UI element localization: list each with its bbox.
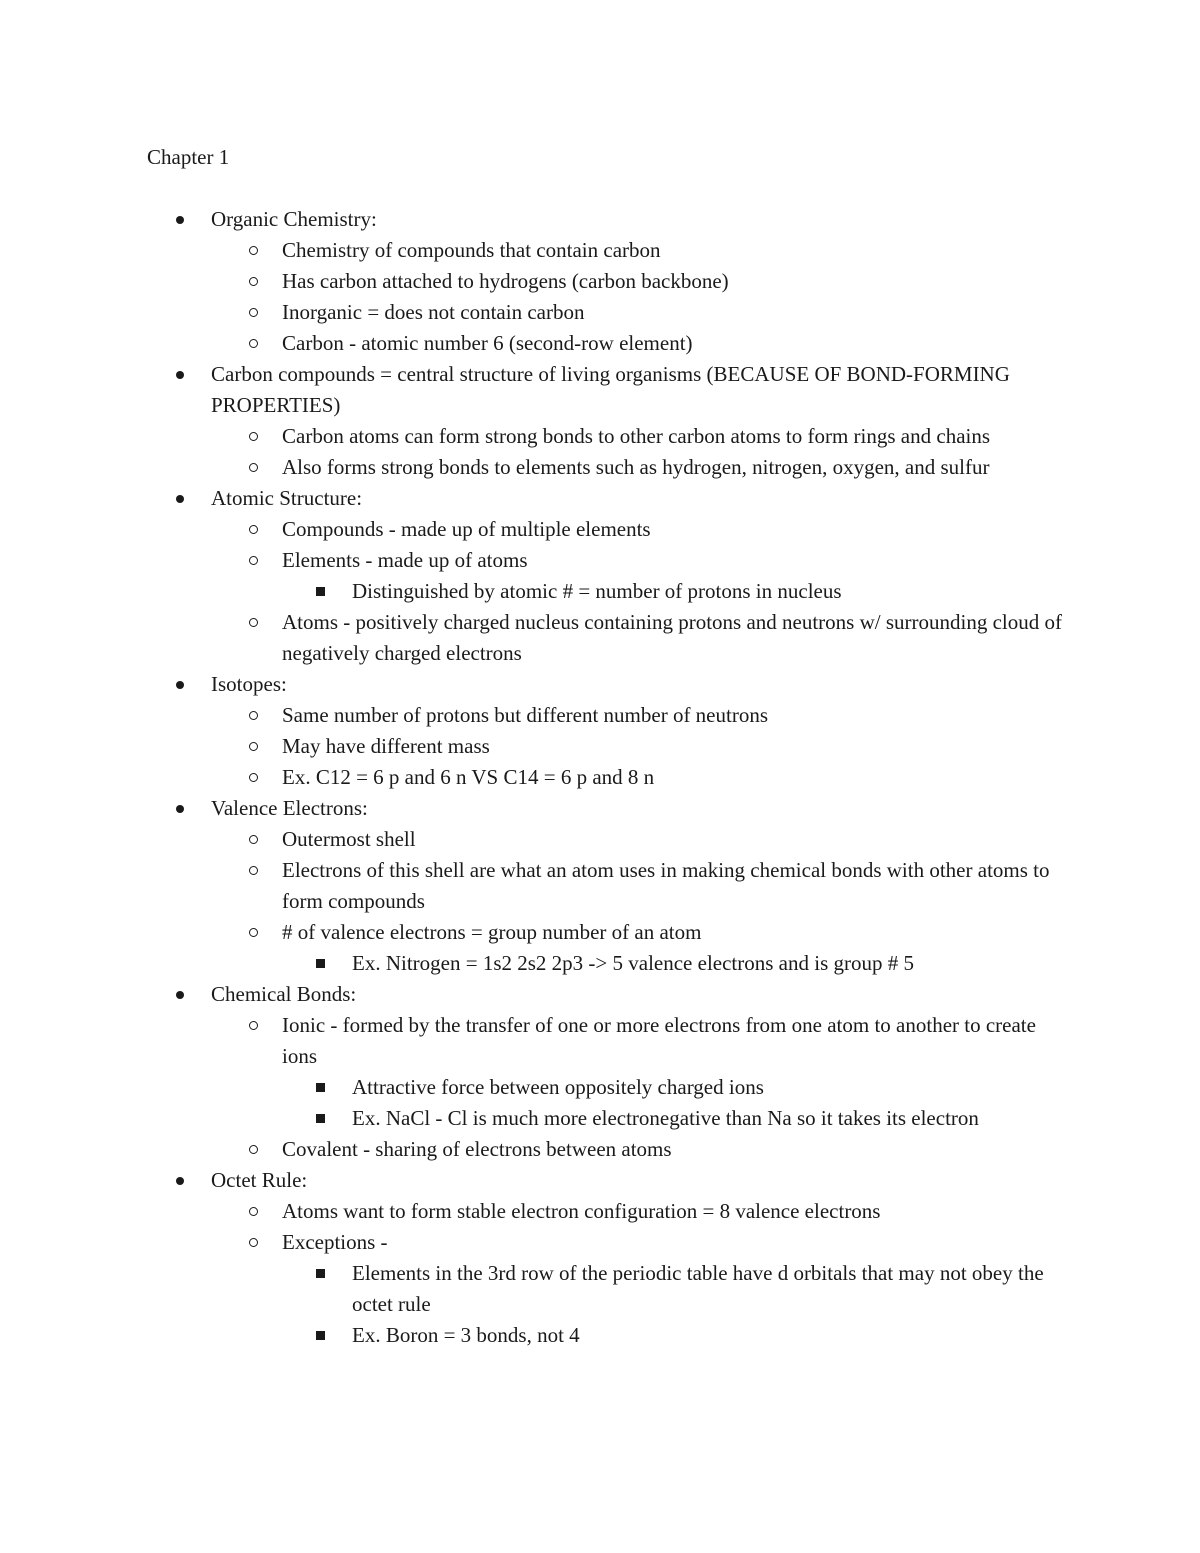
sub-sub-list-item [0,1072,1062,1103]
square-bullet-icon [316,1103,325,1134]
sub-list-item [0,421,1062,452]
sub-list-item [0,762,1062,793]
sub-list-item [0,1196,1062,1227]
list-item-text: Attractive force between oppositely charged ions [352,1075,764,1099]
sub-list-item [0,328,1062,359]
sub-sub-list-item [0,1103,1062,1134]
filled-bullet-icon [176,793,184,824]
list-item-text: Elements in the 3rd row of the periodic table have d orbitals that may not obey the octet rule [352,1261,1044,1316]
page-title: Chapter 1 [147,145,230,169]
list-item-text: Valence Electrons: [211,796,368,820]
hollow-bullet-icon [249,855,258,886]
sub-sub-list-item [0,948,1062,979]
list-item-text: Isotopes: [211,672,287,696]
sub-list-item [0,1134,1062,1165]
list-item-text: Has carbon attached to hydrogens (carbon backbone) [282,269,729,293]
sub-list-item [0,700,1062,731]
hollow-bullet-icon [249,452,258,483]
list-item-text: Also forms strong bonds to elements such as hydrogen, nitrogen, oxygen, and sulfur [282,455,990,479]
sub-list-item [0,545,1062,576]
list-item-text: Ex. C12 = 6 p and 6 n VS C14 = 6 p and 8 n [282,765,655,789]
hollow-bullet-icon [249,731,258,762]
list-item-text: Organic Chemistry: [211,207,377,231]
list-item-text: Carbon - atomic number 6 (second-row element) [282,331,693,355]
hollow-bullet-icon [249,762,258,793]
list-item-text: Elements - made up of atoms [282,548,528,572]
filled-bullet-icon [176,359,184,390]
list-item-text: Exceptions - [282,1230,388,1254]
list-item-text: Covalent - sharing of electrons between atoms [282,1137,672,1161]
list-item [0,979,1011,1010]
filled-bullet-icon [176,1165,184,1196]
list-item-text: Inorganic = does not contain carbon [282,300,585,324]
hollow-bullet-icon [249,607,258,638]
list-item [0,1165,1011,1196]
hollow-bullet-icon [249,1134,258,1165]
list-item-text: Outermost shell [282,827,416,851]
list-item-text: Atoms - positively charged nucleus containing protons and neutrons w/ surrounding cloud of negatively charged electrons [282,610,1062,665]
hollow-bullet-icon [249,421,258,452]
sub-list-item [0,452,1062,483]
list-item-text: Ionic - formed by the transfer of one or more electrons from one atom to another to create ions [282,1013,1036,1068]
list-item-text: Chemistry of compounds that contain carbon [282,238,661,262]
hollow-bullet-icon [249,545,258,576]
hollow-bullet-icon [249,235,258,266]
list-item-text: Atomic Structure: [211,486,363,510]
filled-bullet-icon [176,979,184,1010]
hollow-bullet-icon [249,266,258,297]
list-item-text: Ex. Boron = 3 bonds, not 4 [352,1323,580,1347]
sub-list-item [0,514,1062,545]
sub-sub-list-item [0,1258,1062,1320]
list-item [0,483,1011,514]
sub-list-item [0,266,1062,297]
list-item [0,204,1011,235]
filled-bullet-icon [176,204,184,235]
sub-list-item [0,297,1062,328]
hollow-bullet-icon [249,328,258,359]
square-bullet-icon [316,1320,325,1351]
list-item-text: Ex. NaCl - Cl is much more electronegative than Na so it takes its electron [352,1106,979,1130]
sub-sub-list-item [0,576,1062,607]
list-item-text: May have different mass [282,734,490,758]
hollow-bullet-icon [249,1227,258,1258]
square-bullet-icon [316,1072,325,1103]
list-item [0,793,1011,824]
sub-list-item [0,731,1062,762]
list-item [0,359,1011,421]
sub-list-item [0,824,1062,855]
list-item [0,669,1011,700]
square-bullet-icon [316,1258,325,1289]
list-item-text: Octet Rule: [211,1168,308,1192]
hollow-bullet-icon [249,917,258,948]
sub-list-item [0,1227,1062,1258]
list-item-text: Compounds - made up of multiple elements [282,517,651,541]
sub-sub-list-item [0,1320,1062,1351]
hollow-bullet-icon [249,514,258,545]
sub-list-item [0,1010,1062,1072]
bullet-list [0,204,1200,1351]
hollow-bullet-icon [249,297,258,328]
list-item-text: Carbon atoms can form strong bonds to other carbon atoms to form rings and chains [282,424,991,448]
list-item-text: Electrons of this shell are what an atom uses in making chemical bonds with other atoms to form compounds [282,858,1050,913]
list-item-text: Atoms want to form stable electron configuration = 8 valence electrons [282,1199,881,1223]
list-item-text: # of valence electrons = group number of an atom [282,920,702,944]
list-item-text: Chemical Bonds: [211,982,357,1006]
list-item-text: Same number of protons but different number of neutrons [282,703,769,727]
sub-list-item [0,855,1062,917]
filled-bullet-icon [176,669,184,700]
list-item-text: Carbon compounds = central structure of living organisms (BECAUSE OF BOND-FORMING PROPERTIES) [211,362,1010,417]
sub-list-item [0,235,1062,266]
list-item-text: Distinguished by atomic # = number of protons in nucleus [352,579,842,603]
list-item-text: Ex. Nitrogen = 1s2 2s2 2p3 -> 5 valence electrons and is group # 5 [352,951,914,975]
hollow-bullet-icon [249,700,258,731]
hollow-bullet-icon [249,1196,258,1227]
sub-list-item [0,917,1062,948]
sub-list-item [0,607,1062,669]
hollow-bullet-icon [249,1010,258,1041]
hollow-bullet-icon [249,824,258,855]
square-bullet-icon [316,948,325,979]
square-bullet-icon [316,576,325,607]
filled-bullet-icon [176,483,184,514]
